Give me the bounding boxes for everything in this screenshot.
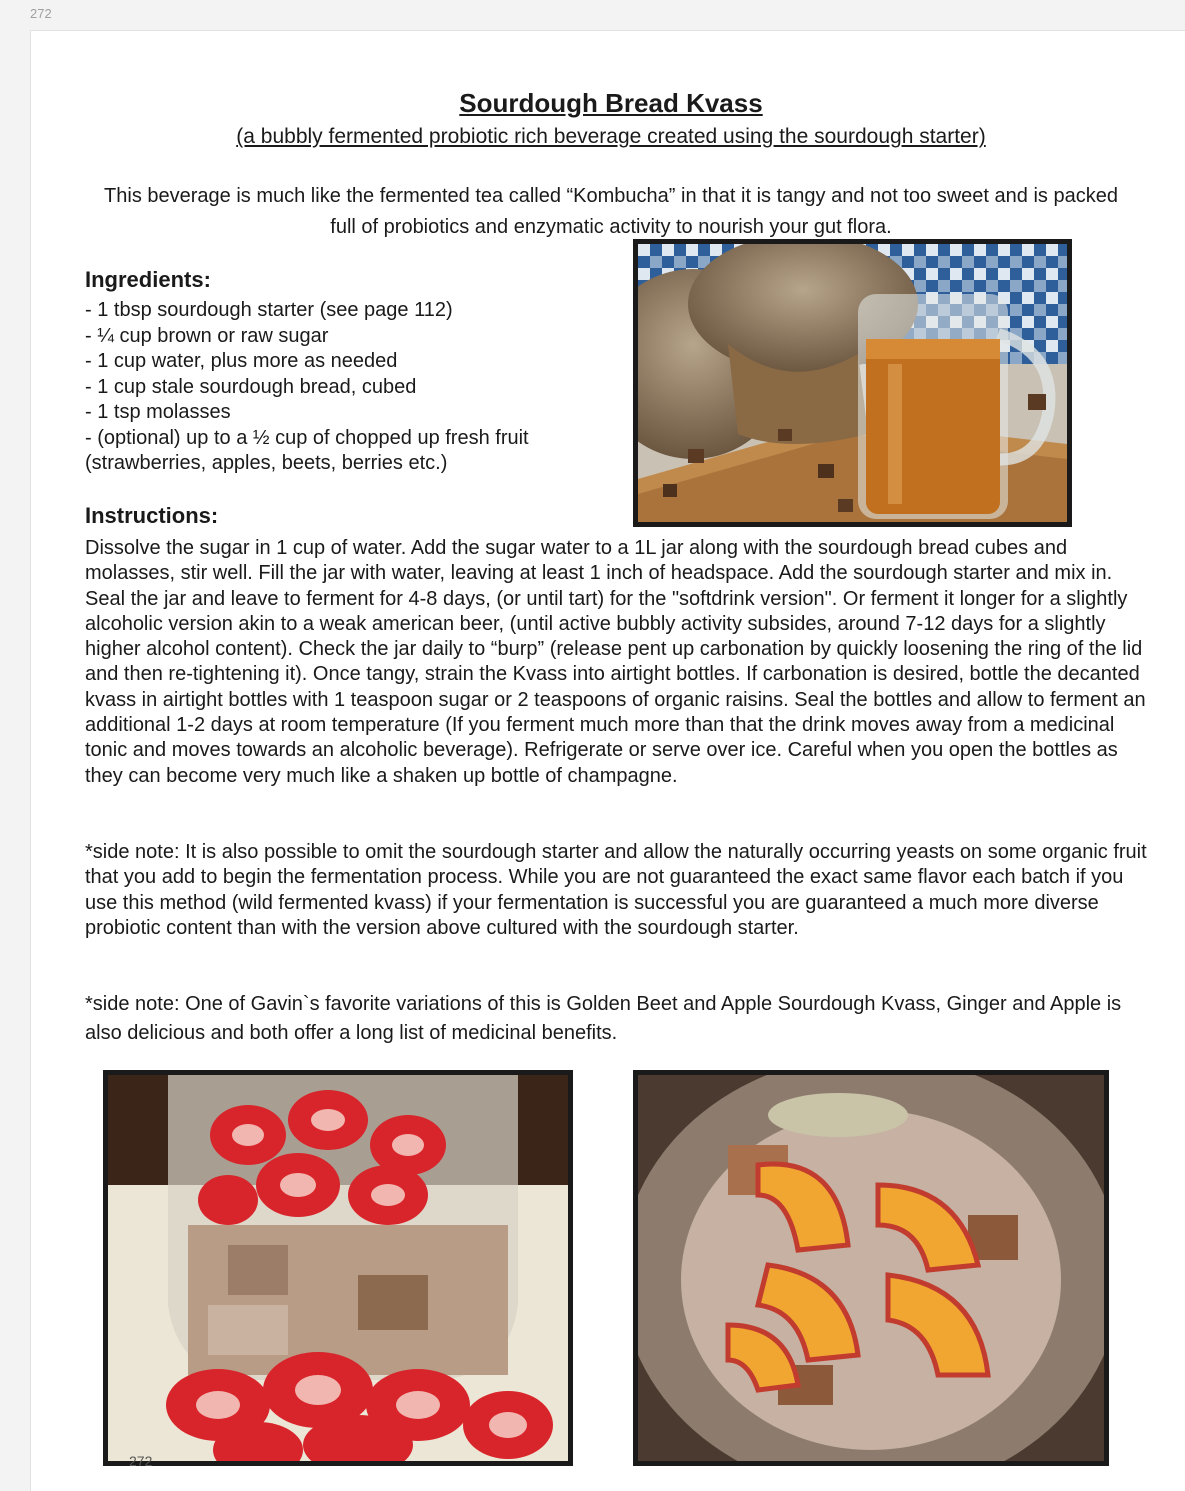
instructions-heading: Instructions: (85, 503, 219, 528)
viewer-page-number: 272 (30, 6, 52, 21)
ingredient-item: - 1 cup stale sourdough bread, cubed (85, 375, 417, 398)
ingredient-item: - ¼ cup brown or raw sugar (85, 324, 329, 347)
document-page (30, 30, 1185, 1491)
side-note-favorite-variations: *side note: One of Gavin`s favorite variations of this is Golden Beet and Apple Sourdough Kvass, Ginger and Apple is also delicious and both offer a long list of medicinal benefits. (85, 993, 1122, 1044)
recipe-intro: This beverage is much like the fermented tea called “Kombucha” in that it is tangy and not too sweet and is packed full of probiotics and enzymatic activity to nourish your gut flora. (104, 185, 1118, 238)
strawberry-jar-photo (103, 1070, 573, 1466)
recipe-title: Sourdough Bread Kvass (459, 88, 763, 118)
ingredients-heading: Ingredients: (85, 267, 211, 292)
instructions-text: Dissolve the sugar in 1 cup of water. Add the sugar water to a 1L jar along with the sourdough bread cubes and molasses, stir well. Fill the jar with water, leaving at least 1 inch of headspace. Add the sourdough starter and mix in. Seal the jar and leave to ferment for 4-8 days, (or until tart) for the "softdrink version". Or ferment it longer for a slightly alcoholic version akin to a weak american beer, (until active bubbly activity subsides, around 7-12 days for a slightly higher alcohol content). Check the jar daily to “burp” (release pent up carbonation by quickly loosening the ring of the lid and then re-tightening it). Once tangy, strain the Kvass into airtight bottles. If carbonation is desired, bottle the decanted kvass in airtight bottles with 1 teaspoon sugar or 2 teaspoons of organic raisins. Seal the bottles and allow to ferment an additional 1-2 days at room temperature (If you ferment much more than that the drink moves away from a medicinal tonic and moves towards an alcoholic beverage). Refrigerate or serve over ice. Careful when you open the bottles as they can become very much like a shaken up bottle of champagne. (85, 537, 1146, 787)
golden-beet-jar-photo (633, 1070, 1109, 1466)
ingredient-item: - (optional) up to a ½ cup of chopped up fresh fruit (strawberries, apples, beets, berries etc.) (85, 426, 529, 474)
ingredients-list (85, 298, 645, 477)
ingredient-item: - 1 tbsp sourdough starter (see page 112) (85, 299, 453, 321)
kvass-mug-illustration (638, 244, 1067, 522)
kvass-mug-photo (633, 239, 1072, 527)
side-note-wild-fermented: *side note: It is also possible to omit the sourdough starter and allow the naturally occurring yeasts on some organic fruit that you add to begin the fermentation process. While you are not guaranteed the exact same flavor each batch if you use this method (wild fermented kvass) if your fermentation is successful you are guaranteed a much more diverse probiotic content than with the version above cultured with the sourdough starter. (85, 841, 1147, 939)
footer-page-number: 272 (129, 1453, 153, 1469)
ingredient-item: - 1 tsp molasses (85, 401, 231, 423)
recipe-subtitle: (a bubbly fermented probiotic rich beverage created using the sourdough starter) (236, 125, 986, 148)
golden-beet-jar-illustration (638, 1075, 1104, 1461)
ingredient-item: - 1 cup water, plus more as needed (85, 350, 398, 372)
strawberry-jar-illustration (108, 1075, 568, 1461)
